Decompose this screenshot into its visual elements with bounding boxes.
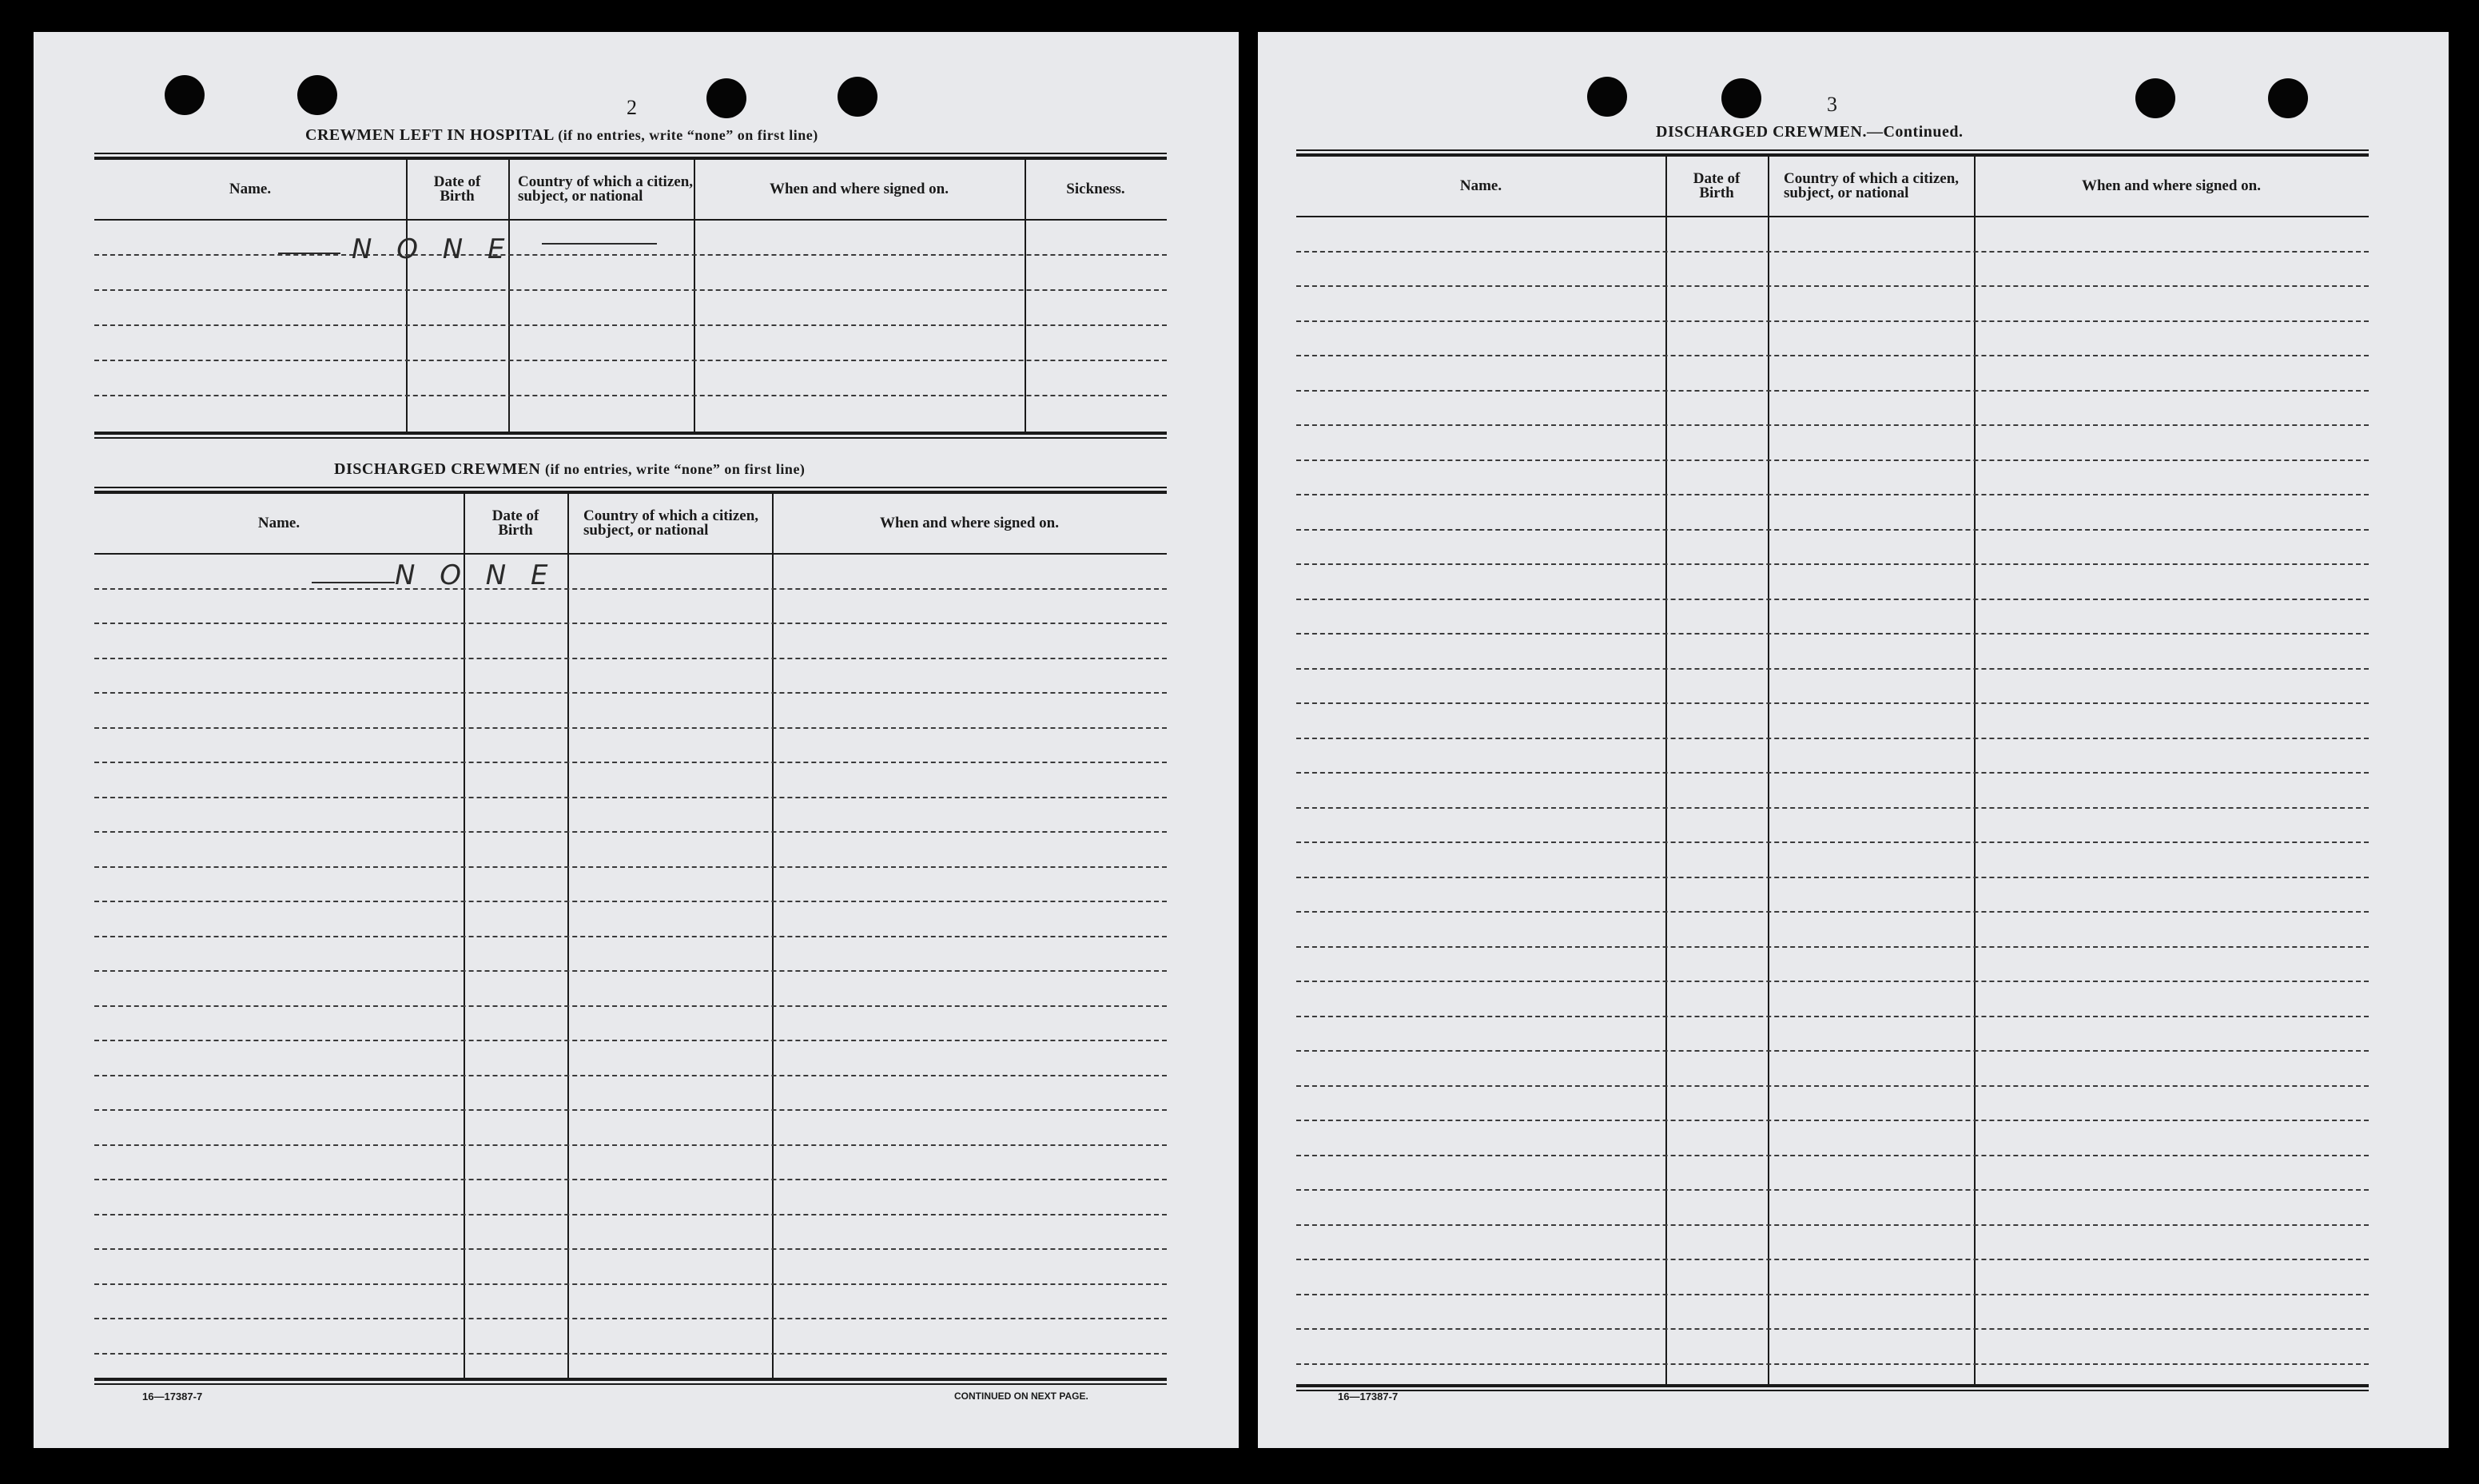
punch-hole	[297, 75, 337, 115]
punch-hole	[2135, 78, 2175, 118]
col-sickness: Sickness.	[1066, 181, 1125, 197]
punch-hole	[2268, 78, 2308, 118]
ruled-line	[1296, 1363, 2369, 1365]
ruled-line	[94, 254, 1167, 256]
col-signed-on: When and where signed on.	[879, 515, 1059, 531]
ruled-line	[94, 936, 1167, 937]
page-number: 2	[627, 96, 637, 119]
handwritten-dash	[278, 253, 340, 254]
handwritten-dash	[312, 582, 395, 583]
ruled-line	[94, 1109, 1167, 1111]
ruled-line	[1296, 251, 2369, 253]
ruled-line	[1296, 355, 2369, 356]
hospital-section-title	[305, 126, 818, 145]
ruled-line	[94, 762, 1167, 763]
ruled-line	[1296, 877, 2369, 878]
ruled-line	[94, 289, 1167, 291]
punch-hole	[838, 77, 877, 117]
ruled-line	[94, 831, 1167, 833]
ruled-line	[1296, 460, 2369, 461]
ruled-line	[1296, 807, 2369, 809]
ruled-line	[1296, 390, 2369, 392]
right-page	[1258, 32, 2449, 1448]
ruled-line	[1296, 1294, 2369, 1295]
punch-hole	[1721, 78, 1761, 118]
col-date-of-birth: Date of Birth	[1693, 170, 1741, 201]
ruled-line	[1296, 320, 2369, 322]
discharged-continued-header	[1296, 157, 2369, 217]
hospital-table-header	[94, 160, 1167, 221]
discharged-entry-none: N O N E	[395, 559, 556, 591]
discharged-section-title	[334, 460, 805, 479]
continued-note: CONTINUED ON NEXT PAGE.	[954, 1391, 1088, 1402]
ruled-line	[1296, 285, 2369, 287]
ruled-line	[1296, 494, 2369, 495]
discharged-title: DISCHARGED CREWMEN	[334, 460, 541, 478]
ruled-line	[1296, 668, 2369, 670]
page-number: 3	[1827, 93, 1837, 116]
ruled-line	[1296, 841, 2369, 843]
discharged-continued-rows	[1296, 216, 2369, 1384]
col-date-of-birth: Date of Birth	[433, 173, 481, 205]
col-name: Name.	[1459, 177, 1502, 194]
col-name: Name.	[257, 515, 300, 531]
col-name: Name.	[229, 181, 272, 197]
col-country: Country of which a citizen, subject, or national	[1784, 170, 1960, 201]
ruled-line	[1296, 1016, 2369, 1017]
ruled-line	[1296, 1120, 2369, 1121]
ruled-line	[94, 1005, 1167, 1007]
ruled-line	[94, 658, 1167, 659]
form-number: 16—17387-7	[1338, 1391, 1399, 1402]
hospital-rows	[94, 219, 1167, 432]
ruled-line	[94, 1075, 1167, 1076]
ruled-line	[1296, 563, 2369, 565]
ruled-line	[94, 1040, 1167, 1041]
ruled-line	[94, 692, 1167, 694]
punch-hole	[1587, 77, 1627, 117]
ruled-line	[94, 324, 1167, 326]
ruled-line	[94, 1353, 1167, 1355]
ruled-line	[1296, 424, 2369, 426]
ruled-line	[1296, 599, 2369, 600]
discharged-table-header	[94, 494, 1167, 555]
ruled-line	[1296, 1224, 2369, 1226]
ruled-line	[94, 623, 1167, 624]
ruled-line	[94, 797, 1167, 798]
ruled-line	[1296, 1259, 2369, 1260]
col-date-of-birth: Date of Birth	[491, 507, 539, 539]
ruled-line	[94, 588, 1167, 590]
form-number: 16—17387-7	[142, 1391, 203, 1402]
ruled-line	[1296, 946, 2369, 948]
discharged-table	[94, 491, 1167, 1381]
ruled-line	[94, 1179, 1167, 1180]
punch-hole	[165, 75, 205, 115]
ruled-line	[94, 360, 1167, 361]
hospital-title: CREWMEN LEFT IN HOSPITAL	[305, 126, 554, 144]
discharged-cont-title: DISCHARGED CREWMEN.—Continued.	[1656, 123, 1964, 141]
hospital-entry-none: N O N E	[352, 233, 513, 265]
discharged-continued-table	[1296, 153, 2369, 1387]
discharged-rows	[94, 553, 1167, 1378]
ruled-line	[1296, 981, 2369, 982]
ruled-line	[1296, 911, 2369, 913]
col-country: Country of which a citizen, subject, or national	[518, 173, 694, 205]
ruled-line	[1296, 1050, 2369, 1052]
col-signed-on: When and where signed on.	[769, 181, 949, 197]
punch-hole	[706, 78, 746, 118]
ruled-line	[94, 1248, 1167, 1250]
ruled-line	[1296, 1189, 2369, 1191]
ruled-line	[1296, 738, 2369, 739]
handwritten-dash	[542, 243, 657, 245]
ruled-line	[1296, 529, 2369, 531]
ruled-line	[94, 1144, 1167, 1146]
col-signed-on: When and where signed on.	[2081, 177, 2261, 194]
ruled-line	[1296, 1155, 2369, 1156]
hospital-note: (if no entries, write “none” on first line)	[558, 127, 818, 143]
ruled-line	[94, 1283, 1167, 1285]
discharged-note: (if no entries, write “none” on first line)	[544, 461, 806, 477]
ruled-line	[94, 901, 1167, 902]
ruled-line	[94, 727, 1167, 729]
ruled-line	[94, 866, 1167, 868]
hospital-table	[94, 157, 1167, 435]
ruled-line	[1296, 1328, 2369, 1330]
left-page	[34, 32, 1239, 1448]
ruled-line	[1296, 702, 2369, 704]
ruled-line	[94, 1214, 1167, 1215]
ruled-line	[1296, 772, 2369, 774]
ruled-line	[1296, 633, 2369, 635]
ruled-line	[94, 1318, 1167, 1319]
ruled-line	[94, 395, 1167, 396]
ruled-line	[94, 970, 1167, 972]
col-country: Country of which a citizen, subject, or national	[583, 507, 759, 539]
ruled-line	[1296, 1085, 2369, 1087]
